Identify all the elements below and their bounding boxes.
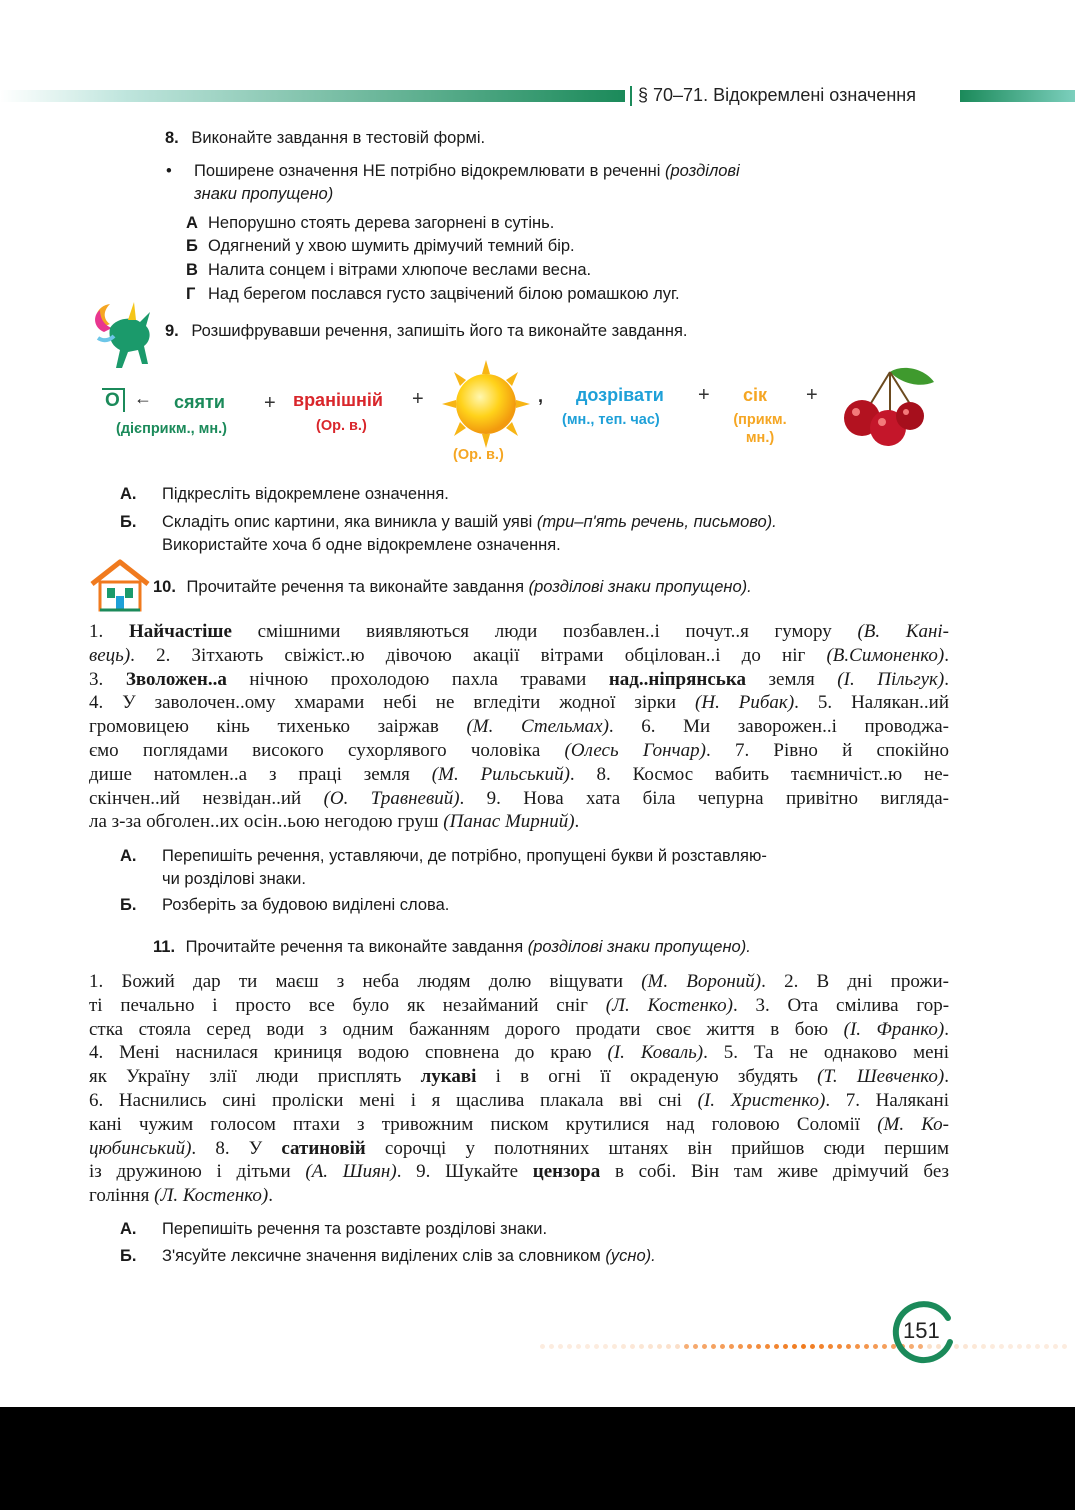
footer-dot [801, 1344, 806, 1349]
author-citation: (М. Рильський) [431, 763, 570, 785]
sentence-text: . [944, 1018, 949, 1040]
plus-sign: + [698, 384, 710, 406]
task8-text: Виконайте завдання в тестовій формі. [191, 129, 486, 147]
bold-word: сатиновій [281, 1137, 366, 1159]
subtask-text: Підкресліть відокремлене означення. [162, 485, 449, 503]
sentence-line [89, 644, 949, 668]
footer-dot [711, 1344, 716, 1349]
footer-dot [1026, 1344, 1031, 1349]
footer-dot [639, 1344, 644, 1349]
sentence-text: . 6. Ми заворожен..і проводжа- [608, 716, 949, 738]
task9-subtask-a [120, 483, 880, 506]
footer-dot [576, 1344, 581, 1349]
footer-dot [846, 1344, 851, 1349]
task9-heading [165, 320, 687, 343]
option-text: Непорушно стоять дерева загорнені в сутінь. [208, 214, 555, 232]
footer-dot [1035, 1344, 1040, 1349]
subtask-label: Б. [120, 1247, 137, 1265]
author-citation: (І. Франко) [843, 1018, 945, 1040]
footer-dot [684, 1344, 689, 1349]
option-text: Одягнений у хвою шумить дрімучий темний бір. [208, 237, 575, 255]
author-citation: (М. Стельмах) [466, 716, 609, 738]
plus-sign: + [806, 384, 818, 406]
subtask-label: Б. [120, 896, 137, 914]
footer-dot [648, 1344, 653, 1349]
footer-dot [783, 1344, 788, 1349]
author-citation: (І. Пільгук) [837, 668, 945, 690]
task8-heading [165, 127, 485, 150]
footer-dot [1062, 1344, 1067, 1349]
footer-dot [693, 1344, 698, 1349]
task11-subtask-a [120, 1218, 880, 1241]
header-bar-right [960, 90, 1075, 102]
task10-text: Прочитайте речення та виконайте завдання [186, 578, 525, 596]
footer-dot [657, 1344, 662, 1349]
footer-dot [666, 1344, 671, 1349]
footer-dot [549, 1344, 554, 1349]
footer-dot [540, 1344, 545, 1349]
footer-dot [855, 1344, 860, 1349]
footer-dot [981, 1344, 986, 1349]
sentence-text: . [944, 668, 949, 690]
sentence-text: . 5. Налякан..ий [794, 692, 949, 714]
footer-dot [1053, 1344, 1058, 1349]
header-divider [630, 86, 632, 106]
sentence-line [89, 691, 949, 715]
sentence-line [89, 715, 949, 739]
task8-option [186, 212, 554, 235]
footer-dot [810, 1344, 815, 1349]
rebus-note-3: (Ор. в.) [453, 447, 504, 463]
option-label: А [186, 214, 198, 232]
footer-dot [558, 1344, 563, 1349]
option-label: В [186, 261, 198, 279]
rebus-word-5: сік [743, 385, 768, 405]
sentence-text: . 2. Зітхають свіжіст..ю дівочою акації вітрами обцілован..і до ніг [130, 644, 827, 666]
rebus-word-2: вранішній [293, 390, 383, 410]
bottom-black-band [0, 1407, 1075, 1510]
option-label: Б [186, 237, 198, 255]
task8-number: 8. [165, 129, 179, 147]
footer-dot [630, 1344, 635, 1349]
rebus-note-4: (мн., теп. час) [562, 412, 660, 428]
rebus-word-4: дозрівати [576, 385, 664, 405]
sentence-text: . 8. У [191, 1137, 282, 1159]
author-citation: (І. Христенко) [697, 1089, 826, 1111]
task10-subtask-a [120, 845, 880, 891]
footer-dot [747, 1344, 752, 1349]
task8-question [194, 160, 874, 206]
option-text: Налита сонцем і вітрами хлюпоче веслами весна. [208, 261, 592, 279]
author-citation: (Панас Мирний) [443, 811, 575, 833]
author-citation: (А. Шиян) [305, 1161, 397, 1183]
subtask-label: Б. [120, 513, 137, 531]
footer-dot [990, 1344, 995, 1349]
sentence-text: кані чужим голосом птахи з тривожним писком крутилися над головою Соломії [89, 1113, 878, 1135]
author-citation: (В. Кані- [857, 621, 949, 642]
sentence-text: . 9. Нова хата біла чепурна привітно виглядa- [459, 787, 949, 809]
footer-dot [963, 1344, 968, 1349]
footer-dot [765, 1344, 770, 1349]
task9-number: 9. [165, 322, 179, 340]
sentence-text: скінчен..ий незвідан..ий [89, 787, 324, 809]
arrow-left-icon: ← [134, 388, 152, 408]
footer-dot [873, 1344, 878, 1349]
sentence-line [89, 787, 949, 811]
footer-dot [702, 1344, 707, 1349]
sentence-text: сорочці у полотняних штанях він прийшов сюди першим [365, 1137, 950, 1159]
header-bar-left [0, 90, 625, 102]
subtask-label: А. [120, 847, 137, 865]
sentence-text: . [944, 1066, 949, 1088]
page-title: § 70–71. Відокремлені означення [638, 85, 916, 105]
task10-note: (розділові знаки пропущено). [528, 578, 752, 596]
sentence-text: і в огні її окраденую збудять [476, 1066, 818, 1088]
sentence-text: як Україну злії люди присплять [89, 1066, 421, 1088]
task10-sentences [89, 620, 949, 834]
sentence-text: . [574, 811, 580, 833]
option-text: Над берегом послався густо зацвічений білою ромашкою луг. [208, 285, 680, 303]
footer-dot [792, 1344, 797, 1349]
plus-sign: + [264, 392, 276, 414]
sentence-text: земля [746, 668, 838, 690]
bold-word: лукаві [420, 1066, 477, 1088]
sentence-text: ті печально і просто все було як незайманий сніг [89, 994, 606, 1016]
plus-sign: + [412, 388, 424, 410]
footer-dot [621, 1344, 626, 1349]
rebus-letter-box [102, 388, 125, 412]
house-icon [88, 558, 152, 612]
bold-word: над..ніпрянська [608, 668, 746, 690]
sentence-text: із дружиною і дітьми [89, 1161, 306, 1183]
page-number: 151 [903, 1318, 940, 1343]
author-citation: цюбинський) [89, 1137, 192, 1159]
author-citation: (Олесь Гончар) [564, 739, 706, 761]
sentence-text: . 9. Шукайте [396, 1161, 533, 1183]
subtask-text: Перепишіть речення та розставте розділові знаки. [162, 1220, 548, 1238]
footer-dot [1017, 1344, 1022, 1349]
task11-number: 11. [153, 938, 176, 956]
subtask-text [162, 845, 882, 891]
task8-question-text: Поширене означення НЕ потрібно відокремлювати в реченні [194, 162, 661, 180]
footer-dot [756, 1344, 761, 1349]
task8-bullet: • [166, 162, 172, 180]
footer-dot-line [540, 1344, 1075, 1352]
sentence-text: . [944, 644, 949, 666]
footer-dot [828, 1344, 833, 1349]
rebus-note-5 [724, 411, 796, 447]
author-citation: (М. Ко- [877, 1113, 949, 1135]
sentence-text: . 5. Та не однаково мені [703, 1042, 949, 1064]
footer-dot [585, 1344, 590, 1349]
subtask-text-a: З'ясуйте лексичне значення виділених слів за словником [162, 1247, 601, 1265]
sentence-text: . 7. Рівно й спокійно [705, 739, 949, 761]
sentence-line [89, 1137, 949, 1161]
subtask-text-a: Перепишіть речення, уставляючи, де потрібно, пропущені букви й розставляю- [162, 847, 767, 865]
task8-option [186, 283, 680, 306]
sentence-line [89, 970, 949, 994]
sentence-text: 3. [89, 668, 126, 690]
sentence-line [89, 763, 949, 787]
task11-subtask-b [120, 1245, 880, 1268]
footer-dot [612, 1344, 617, 1349]
subtask-note: (три–п'ять речень, письмово). [536, 513, 777, 531]
task10-subtask-b [120, 894, 880, 917]
footer-dot [567, 1344, 572, 1349]
sentence-line [89, 620, 949, 644]
author-citation: (І. Коваль) [607, 1042, 704, 1064]
task9-text: Розшифрувавши речення, запишіть його та виконайте завдання. [191, 322, 688, 340]
footer-dot [864, 1344, 869, 1349]
subtask-text-b: чи розділові знаки. [162, 870, 306, 888]
task10-number: 10. [153, 578, 176, 596]
author-citation: (Н. Рибак) [695, 692, 795, 714]
task11-note: (розділові знаки пропущено). [527, 938, 751, 956]
sentence-line [89, 994, 949, 1018]
sentence-text: . [268, 1185, 273, 1207]
sentence-text: 4. У заволочен..ому хмарами небі не вгледіти жодної зірки [89, 692, 696, 714]
footer-dot [972, 1344, 977, 1349]
bold-word: Найчастіше [128, 621, 232, 642]
sentence-text: ла з-за обголен..их осін..ьою негодою груш [89, 811, 444, 833]
bold-word: Зволожен..а [125, 668, 227, 690]
footer-dot [819, 1344, 824, 1349]
task8-question-note-2: знаки пропущено) [194, 185, 334, 203]
task10-heading [153, 576, 752, 599]
rebus-letter: О [105, 390, 120, 411]
sentence-text: . 7. Налякані [825, 1089, 950, 1111]
author-citation: (О. Травневий) [323, 787, 460, 809]
footer-dot [1044, 1344, 1049, 1349]
sentence-line [89, 1160, 949, 1184]
footer-dot [774, 1344, 779, 1349]
subtask-text [162, 511, 882, 557]
subtask-text-c: Використайте хоча б одне відокремлене означення. [162, 536, 561, 554]
footer-dot [837, 1344, 842, 1349]
sentence-line [89, 1018, 949, 1042]
rebus-word-1: сяяти [174, 392, 225, 412]
bold-word: цензора [532, 1161, 601, 1183]
footer-dot [594, 1344, 599, 1349]
subtask-text-a: Складіть опис картини, яка виникла у вашій уяві [162, 513, 533, 531]
task8-question-note: (розділові [665, 162, 740, 180]
cherries-icon [832, 364, 940, 448]
sentence-text: гоління [89, 1185, 155, 1207]
sentence-text: . 8. Космос вабить таємничіст..ю не- [569, 763, 949, 785]
author-citation: (Т. Шевченко) [817, 1066, 945, 1088]
sentence-line [89, 1089, 949, 1113]
sentence-line [89, 739, 949, 763]
task8-option [186, 235, 575, 258]
sentence-line [89, 810, 949, 834]
subtask-text: Розберіть за будовою виділені слова. [162, 896, 450, 914]
subtask-label: А. [120, 1220, 137, 1238]
sentence-line [89, 1065, 949, 1089]
rebus-note-1: (дієприкм., мн.) [116, 421, 228, 437]
footer-dot [999, 1344, 1004, 1349]
task11-heading [153, 936, 751, 959]
footer-dot [1008, 1344, 1013, 1349]
author-citation: (В.Симоненко) [826, 644, 945, 666]
sentence-line [89, 1184, 949, 1208]
subtask-label: А. [120, 485, 137, 503]
sentence-text: дише натомлен..а з праці земля [89, 763, 432, 785]
task11-sentences [89, 970, 949, 1208]
sentence-text: 4. Мені наснилася криниця водою сповнена до краю [89, 1042, 608, 1064]
rebus-note-2: (Ор. в.) [316, 418, 367, 434]
sentence-text: нічною прохолодою пахла травами [226, 668, 609, 690]
author-citation: (Л. Костенко) [154, 1185, 269, 1207]
sentence-text: ємо поглядами високого сухорлявого чоловіка [89, 739, 565, 761]
author-citation: вець) [89, 644, 131, 666]
sentence-text: в собі. Він там живе дрімучий без [600, 1161, 949, 1183]
subtask-text [162, 1245, 882, 1268]
sentence-text: смішними виявляються люди позбавлен..і почут..я гумору [231, 621, 858, 642]
sentence-text: 1. Божий дар ти маєш з неба людям долю віщувати [89, 971, 642, 992]
footer-dot [729, 1344, 734, 1349]
footer-dot [738, 1344, 743, 1349]
sentence-line [89, 668, 949, 692]
task9-subtask-b [120, 511, 880, 557]
footer-dot [603, 1344, 608, 1349]
sentence-line [89, 1113, 949, 1137]
footer-dot [882, 1344, 887, 1349]
task8-option [186, 259, 591, 282]
option-label: Г [186, 285, 196, 303]
sentence-text: стка стояла серед води з одним бажанням дорого продати своє життя в бою [89, 1018, 844, 1040]
footer-dot [720, 1344, 725, 1349]
sentence-text: громовицею кінь тихенько заіржав [89, 716, 467, 738]
task11-text: Прочитайте речення та виконайте завдання [185, 938, 524, 956]
sentence-line [89, 1041, 949, 1065]
author-citation: (Л. Костенко) [605, 994, 733, 1016]
author-citation: (М. Вороний) [641, 971, 762, 992]
rebus-note-5a: (прикм. [733, 412, 787, 428]
rebus [0, 360, 1075, 475]
sentence-text: . 2. В дні прожи- [761, 971, 949, 992]
sun-icon [438, 360, 534, 448]
subtask-note: (усно). [605, 1247, 656, 1265]
rebus-note-5b: мн.) [745, 430, 775, 446]
sentence-text: . 3. Ота смілива гор- [732, 994, 950, 1016]
rebus-comma: , [538, 386, 544, 406]
sentence-text: 6. Наснились сині проліски мені і я щаслива плакала вві сні [89, 1089, 698, 1111]
footer-dot [675, 1344, 680, 1349]
sentence-text: 1. [89, 621, 129, 642]
